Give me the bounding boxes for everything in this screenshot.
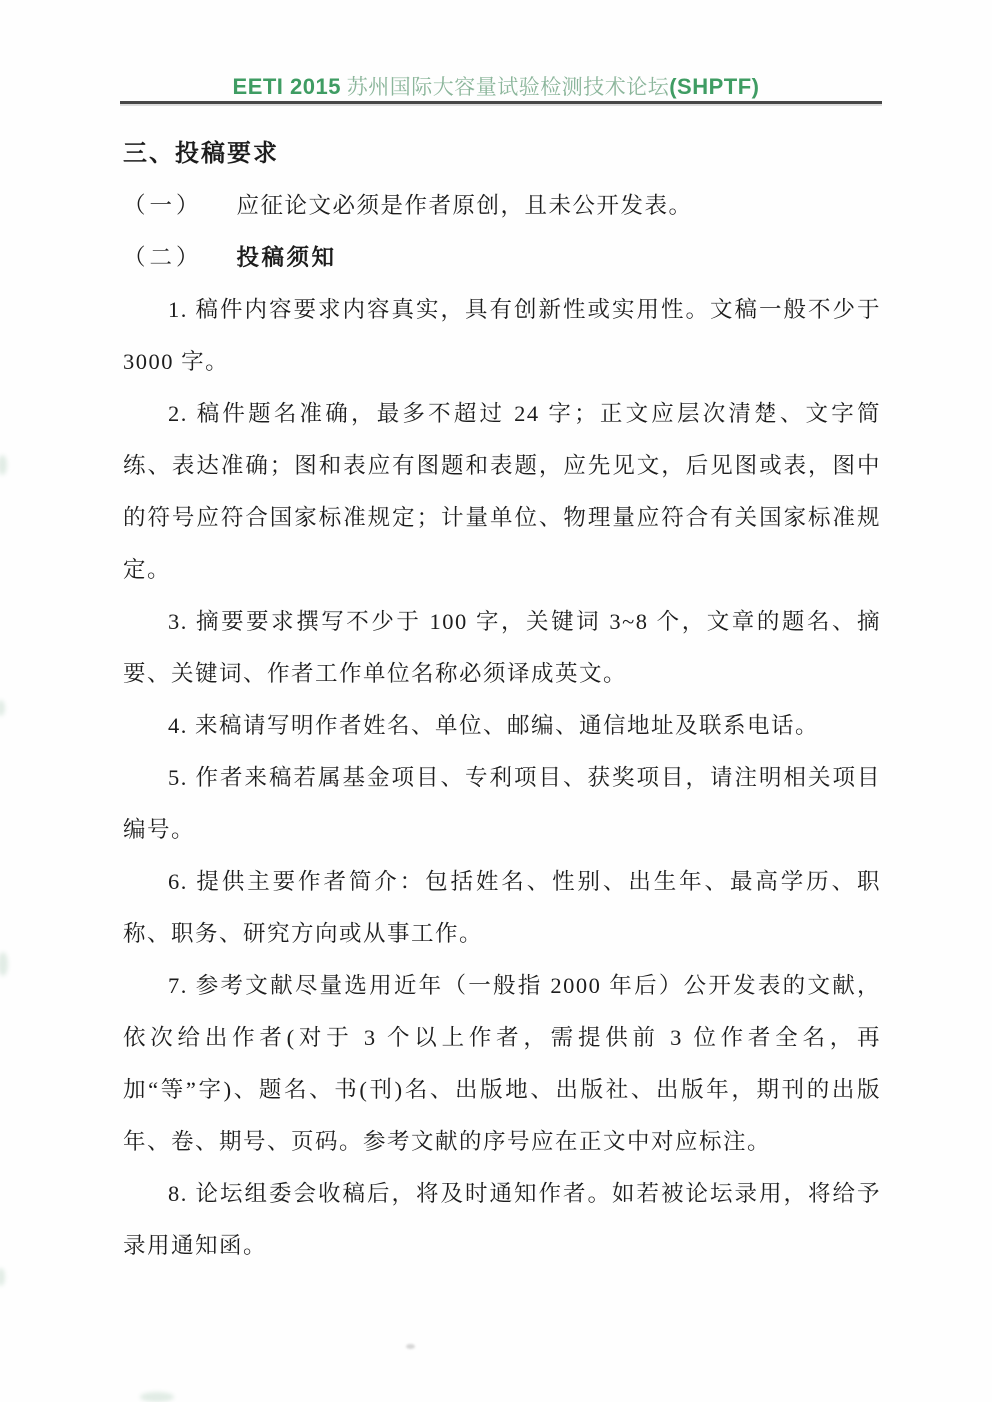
- sub-item-two-title: 投稿须知: [236, 245, 337, 270]
- header-title-chinese: 苏州国际大容量试验检测技术论坛: [340, 75, 670, 99]
- scan-speck: [406, 1344, 415, 1349]
- scan-smudge: [0, 455, 7, 475]
- section-heading: 三、投稿要求: [123, 141, 279, 167]
- scan-smudge: [140, 1392, 174, 1402]
- sub-item-one: [123, 180, 881, 232]
- note-paragraph-5: 5. 作者来稿若属基金项目、专利项目、获奖项目，请注明相关项目编号。: [123, 765, 881, 842]
- scan-smudge: [0, 1268, 5, 1286]
- note-paragraph-4: 4. 来稿请写明作者姓名、单位、邮编、通信地址及联系电话。: [168, 713, 820, 738]
- scan-smudge: [0, 700, 5, 716]
- header-brand-prefix: EETI 2015: [232, 74, 341, 99]
- note-paragraph-7: 7. 参考文献尽量选用近年（一般指 2000 年后）公开发表的文献，依次给出作者(对于 3 个以上作者，需提供前 3 位作者全名，再加“等”字)、题名、书(刊)名、出版地、出版社、出版年，期刊的出版年、卷、期号、页码。参考文献的序号应在正文中对应标注。: [123, 973, 881, 1154]
- sub-item-two-label: （二）: [123, 245, 203, 270]
- note-paragraph-3: 3. 摘要要求撰写不少于 100 字，关键词 3~8 个，文章的题名、摘要、关键词、作者工作单位名称必须译成英文。: [123, 609, 881, 686]
- note-paragraph-2: 2. 稿件题名准确，最多不超过 24 字；正文应层次清楚、文字简练、表达准确；图和表应有图题和表题，应先见文，后见图或表，图中的符号应符合国家标准规定；计量单位、物理量应符合有关国家标准规定。: [123, 401, 881, 582]
- header-brand-suffix: (SHPTF): [669, 74, 760, 99]
- document-body: [123, 128, 881, 1272]
- note-paragraph-8: 8. 论坛组委会收稿后，将及时通知作者。如若被论坛录用，将给予录用通知函。: [123, 1181, 881, 1258]
- sub-item-one-label: （一）: [123, 193, 203, 218]
- sub-item-two: [123, 232, 881, 284]
- scan-smudge: [0, 952, 8, 976]
- sub-item-one-text: 应征论文必须是作者原创，且未公开发表。: [236, 193, 693, 218]
- note-paragraph-6: 6. 提供主要作者简介：包括姓名、性别、出生年、最高学历、职称、职务、研究方向或从事工作。: [123, 869, 881, 946]
- page-header: [0, 74, 992, 100]
- note-paragraph-1: 1. 稿件内容要求内容真实，具有创新性或实用性。文稿一般不少于 3000 字。: [123, 297, 881, 374]
- header-divider-rule: [120, 101, 882, 104]
